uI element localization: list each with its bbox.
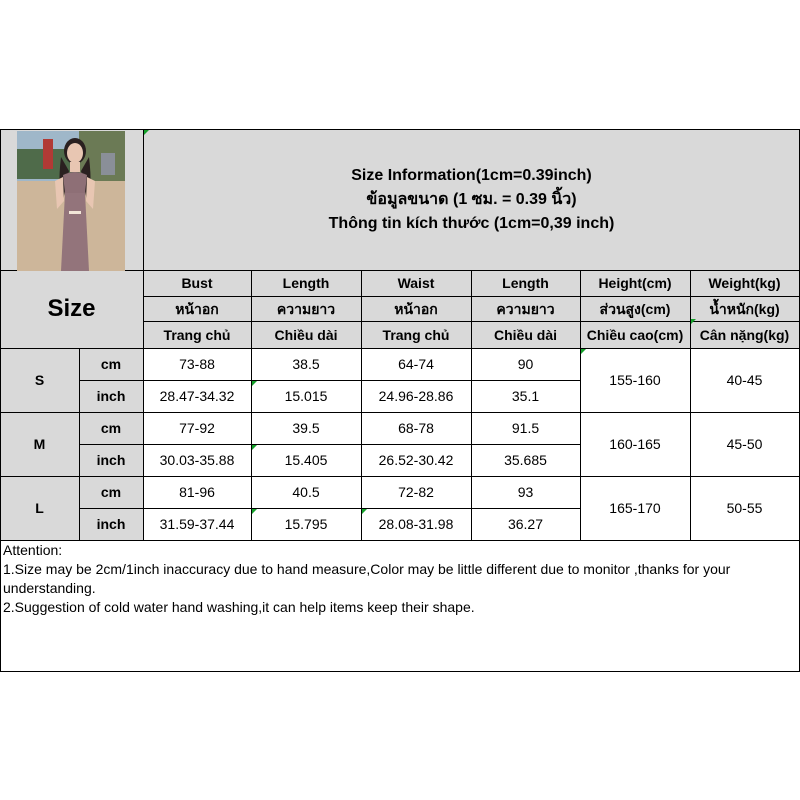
column-header-th: หน้าอก bbox=[394, 300, 438, 317]
notes-line-2: 2.Suggestion of cold water hand washing,it can help items keep their shape. bbox=[3, 599, 475, 615]
size-heading: Size bbox=[47, 295, 96, 322]
column-header-th: หน้าอก bbox=[175, 300, 219, 317]
measurement-cm-cell: 40.5 bbox=[292, 484, 320, 500]
measurement-cm-cell: 91.5 bbox=[511, 420, 540, 436]
grid-line bbox=[251, 270, 252, 541]
measurement-cm-cell: 38.5 bbox=[292, 356, 320, 372]
measurement-inch-cell: 28.08-31.98 bbox=[378, 516, 454, 532]
measurement-inch-cell: 35.1 bbox=[511, 388, 540, 404]
grid-line bbox=[0, 348, 800, 349]
column-header-th: ความยาว bbox=[496, 300, 555, 317]
measurement-inch-cell: 15.015 bbox=[284, 388, 328, 404]
grid-line bbox=[0, 412, 800, 413]
measurement-inch-cell: 31.59-37.44 bbox=[159, 516, 235, 532]
notes-heading: Attention: bbox=[3, 542, 63, 558]
size-label-m: M bbox=[33, 436, 46, 452]
measurement-cm-cell: 68-78 bbox=[398, 420, 434, 436]
attention-notes bbox=[3, 541, 797, 617]
size-info-title bbox=[143, 129, 800, 270]
measurement-cm-cell: 90 bbox=[517, 356, 534, 372]
measurement-inch-cell: 15.405 bbox=[284, 452, 328, 468]
unit-cm-label: cm bbox=[100, 484, 122, 500]
cell-comment-marker bbox=[581, 349, 586, 354]
unit-cm-label: cm bbox=[100, 420, 122, 436]
cell-comment-marker bbox=[252, 509, 257, 514]
grid-line bbox=[0, 671, 800, 672]
measurement-cm-cell: 93 bbox=[517, 484, 534, 500]
column-header-en: Height(cm) bbox=[598, 275, 672, 291]
column-header-en: Bust bbox=[181, 275, 213, 291]
cell-comment-marker bbox=[252, 445, 257, 450]
measurement-cm-cell: 64-74 bbox=[398, 356, 434, 372]
title-vietnamese: Thông tin kích thước (1cm=0,39 inch) bbox=[328, 214, 615, 232]
grid-line bbox=[79, 444, 581, 445]
cell-comment-marker bbox=[252, 381, 257, 386]
column-header-vi: Chiều cao(cm) bbox=[586, 326, 684, 343]
weight-range-cell: 40-45 bbox=[726, 372, 763, 388]
column-header-vi: Cân nặng(kg) bbox=[699, 326, 790, 343]
title-thai: ข้อมูลขนาด (1 ซม. = 0.39 นิ้ว) bbox=[366, 190, 577, 208]
measurement-inch-cell: 15.795 bbox=[284, 516, 328, 532]
grid-line bbox=[361, 270, 362, 541]
cell-comment-marker bbox=[362, 509, 367, 514]
title-english: Size Information(1cm=0.39inch) bbox=[351, 166, 592, 184]
height-range-cell: 155-160 bbox=[609, 372, 661, 388]
measurement-inch-cell: 36.27 bbox=[507, 516, 544, 532]
unit-inch-label: inch bbox=[96, 388, 126, 404]
column-header-en: Weight(kg) bbox=[708, 275, 781, 291]
measurement-cm-cell: 73-88 bbox=[179, 356, 215, 372]
column-header-vi: Trang chủ bbox=[163, 326, 231, 343]
grid-line bbox=[580, 270, 581, 541]
unit-inch-label: inch bbox=[96, 516, 126, 532]
size-label-s: S bbox=[34, 372, 45, 388]
column-header-vi: Chiều dài bbox=[493, 326, 557, 343]
notes-line-1: 1.Size may be 2cm/1inch inaccuracy due to hand measure,Color may be little different due to monitor ,thanks for your understanding. bbox=[3, 561, 731, 596]
product-photo bbox=[17, 131, 125, 271]
weight-range-cell: 45-50 bbox=[726, 436, 763, 452]
measurement-inch-cell: 24.96-28.86 bbox=[378, 388, 454, 404]
unit-inch-label: inch bbox=[96, 452, 126, 468]
unit-cm-label: cm bbox=[100, 356, 122, 372]
column-header-th: น้ำหนัก(kg) bbox=[709, 300, 780, 317]
column-header-en: Waist bbox=[397, 275, 435, 291]
weight-range-cell: 50-55 bbox=[726, 500, 763, 516]
grid-line bbox=[79, 380, 581, 381]
measurement-cm-cell: 72-82 bbox=[398, 484, 434, 500]
height-range-cell: 165-170 bbox=[609, 500, 661, 516]
size-label-l: L bbox=[35, 500, 44, 516]
column-header-th: ส่วนสูง(cm) bbox=[599, 300, 671, 317]
grid-line bbox=[0, 129, 1, 672]
measurement-cm-cell: 39.5 bbox=[292, 420, 320, 436]
measurement-inch-cell: 30.03-35.88 bbox=[159, 452, 235, 468]
column-header-vi: Chiều dài bbox=[274, 326, 338, 343]
column-header-en: Length bbox=[502, 275, 549, 291]
model-photo-illustration bbox=[17, 131, 125, 271]
grid-line bbox=[0, 476, 800, 477]
cell-comment-marker bbox=[691, 319, 696, 324]
column-header-vi: Trang chủ bbox=[382, 326, 450, 343]
measurement-inch-cell: 26.52-30.42 bbox=[378, 452, 454, 468]
column-header-en: Length bbox=[282, 275, 330, 291]
grid-line bbox=[471, 270, 472, 541]
grid-line bbox=[79, 508, 581, 509]
column-header-th: ความยาว bbox=[276, 300, 336, 317]
measurement-cm-cell: 81-96 bbox=[179, 484, 215, 500]
height-range-cell: 160-165 bbox=[609, 436, 661, 452]
measurement-cm-cell: 77-92 bbox=[179, 420, 215, 436]
grid-line bbox=[690, 270, 691, 541]
measurement-inch-cell: 35.685 bbox=[504, 452, 547, 468]
measurement-inch-cell: 28.47-34.32 bbox=[159, 388, 235, 404]
